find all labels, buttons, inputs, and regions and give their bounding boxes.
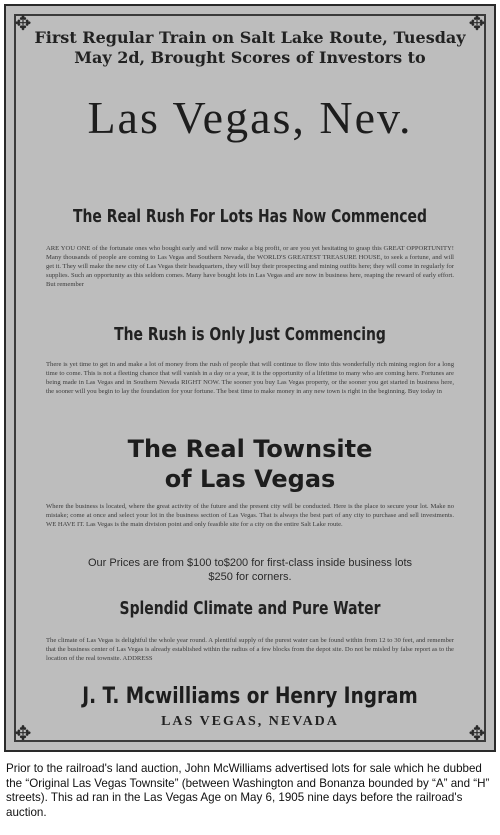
corner-ornament-icon: ✥ bbox=[14, 11, 32, 35]
ad-townsite-line: of Las Vegas bbox=[164, 465, 336, 493]
corner-ornament-icon: ✥ bbox=[468, 11, 486, 35]
ad-subheading-rush: The Real Rush For Lots Has Now Commenced bbox=[73, 206, 427, 227]
ad-headline: First Regular Train on Salt Lake Route, Tuesday May 2d, Brought Scores of Investors to bbox=[34, 28, 466, 67]
ad-contact-names: J. T. Mcwilliams or Henry Ingram bbox=[82, 684, 418, 709]
ad-townsite-line: The Real Townsite bbox=[127, 435, 373, 463]
ad-prices-line: $250 for corners. bbox=[208, 571, 292, 583]
ad-location: LAS VEGAS, NEVADA bbox=[161, 714, 339, 729]
ad-subheading-climate: Splendid Climate and Pure Water bbox=[119, 598, 381, 619]
ad-subheading-commencing: The Rush is Only Just Commencing bbox=[114, 324, 386, 345]
ad-paragraph: There is yet time to get in and make a lot of money from the rush of people that will continue to flow into this wonderfully rich mining region for a long time to come. This is not a fleeting chance that will vanish in a day or a year, it is the opportunity of a lifetime to many who are coming here. Fortunes are being made in Las Vegas and in Southern Nevada RIGHT NOW. The sooner you buy Las Vegas property, or the sooner you get started in business here, the sooner will you begin to lay the foundation for your fortune. The best time to make money in any new town is right in the beginning. Buy today in bbox=[46, 361, 454, 395]
ad-paragraph: Where the business is located, where the great activity of the future and the present city will be conducted. Here is the place to secure your lot. Make no mistake; come at once and select your lot in the business section of Las Vegas. That is always the best part of any city to purchase and sell investments. WE HAVE IT. Las Vegas is the main division point and only feasible site for a city on the entire Salt Lake route. bbox=[46, 503, 454, 528]
figure-caption: Prior to the railroad's land auction, John McWilliams advertised lots for sale which he dubbed the “Original Las Vegas Townsite” (between Washington and Bonanza bounded by “A” and “H” streets). This ad ran in the Las Vegas Age on May 6, 1905 nine days before the railroad's auction. bbox=[6, 762, 490, 819]
ad-townsite-heading bbox=[30, 434, 470, 494]
corner-ornament-icon: ✥ bbox=[14, 721, 32, 745]
ad-prices-line: Our Prices are from $100 to$200 for first-class inside business lots bbox=[87, 557, 413, 569]
corner-ornament-icon: ✥ bbox=[468, 721, 486, 745]
ad-prices bbox=[30, 556, 470, 584]
ad-paragraph: The climate of Las Vegas is delightful the whole year round. A plentiful supply of the purest water can be found within from 12 to 30 feet, and remember that the business center of Las Vegas is already established within the radius of a few blocks from the depot site. Do not be misled by false report as to the location of the real townsite. ADDRESS bbox=[46, 637, 454, 662]
ad-paragraph: ARE YOU ONE of the fortunate ones who bought early and will now make a big profit, or are you yet hesitating to grasp this GREAT OPPORTUNITY! Many thousands of people are coming to Las Vegas and Southern Nevada, the WORLD'S GREATEST TREASURE HOUSE, to seek a fortune, and will get it. They will make the new city of Las Vegas their headquarters, they will buy their prospecting and mining outfits here; they will come in regularly for supplies. Such an opportunity as this seldom comes. Many have bought lots in Las Vegas and are now in business here, reaping the reward of early effort. But remember bbox=[46, 245, 454, 288]
newspaper-advertisement bbox=[4, 4, 496, 752]
ad-town-title: Las Vegas, Nev. bbox=[87, 92, 413, 143]
